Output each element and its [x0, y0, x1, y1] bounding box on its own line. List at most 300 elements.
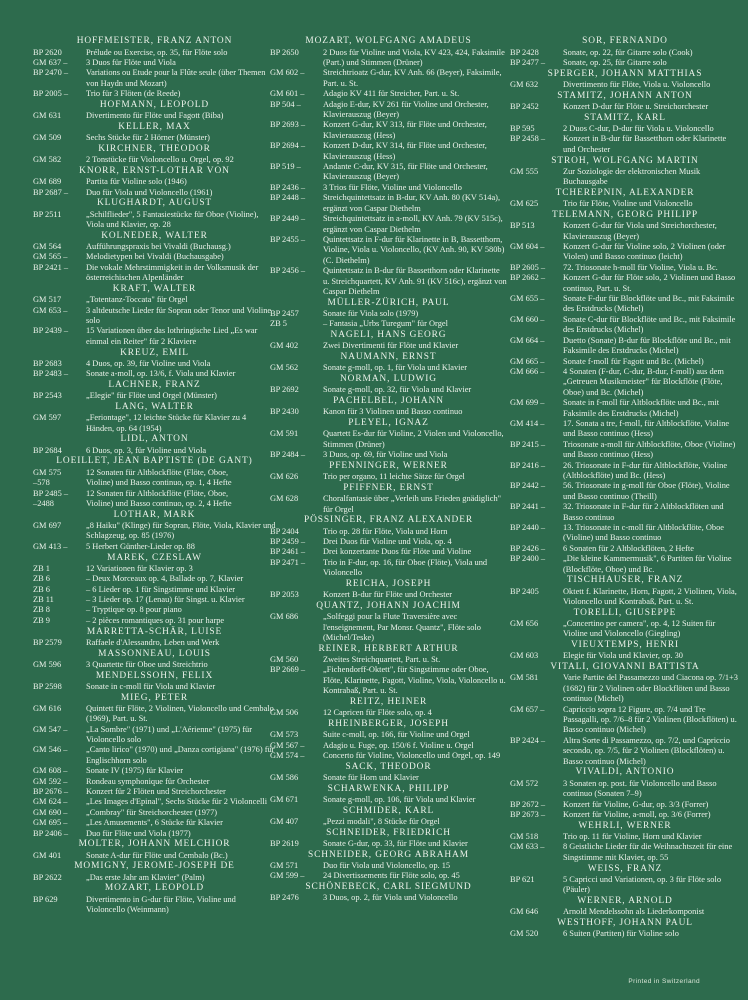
catalog-entry: [270, 363, 507, 373]
catalog-entry: [33, 818, 276, 828]
catalog-number: GM 564: [33, 242, 62, 252]
catalog-number: GM 574 –: [270, 751, 305, 761]
catalog-number: BP 2579: [33, 637, 62, 647]
composer-heading: MIEG, PETER: [120, 692, 189, 703]
work-title: „Combray" für Streichorchester (1977): [86, 807, 218, 817]
composer-heading: HOFMANN, LEOPOLD: [99, 100, 210, 111]
catalog-entry: [270, 100, 507, 121]
work-title: 6 Suiten (Partiten) für Violine solo: [563, 929, 679, 939]
work-title: Duo für Flöte und Viola (1977): [86, 828, 191, 838]
catalog-entry: [270, 708, 507, 718]
catalog-entry: [270, 741, 507, 751]
work-title: Oktett f. Klarinette, Horn, Fagott, 2 Violinen, Viola, Violoncello und Kontrabaß, Part. u. St.: [563, 586, 737, 607]
catalog-entry: [510, 263, 740, 273]
work-title: 26. Triosonate in F-dur für Altblockflöte, Violine (Altblockflöte) und Bc. (Hess): [563, 460, 728, 480]
work-title: Duo für Viola und Violoncello (1961): [86, 187, 213, 197]
composer-heading: MAREK, CZESLAW: [107, 552, 202, 563]
catalog-number: GM 597: [33, 413, 62, 423]
work-title: „Das erste Jahr am Klavier" (Palm): [86, 872, 205, 882]
catalog-number: GM 666 –: [510, 366, 545, 376]
composer-heading: QUANTZ, JOHANN JOACHIM: [316, 600, 461, 611]
catalog-number: GM 602 –: [270, 68, 305, 78]
catalog-number: BP 2406 –: [33, 828, 69, 838]
work-title: 24 Divertissements für Flöte solo, op. 45: [323, 871, 460, 881]
work-title: „Elegie" für Flöte und Orgel (Münster): [86, 391, 217, 401]
catalog-number: GM 407: [270, 817, 299, 827]
catalog-number: BP 2424 –: [510, 735, 546, 745]
work-title: Trio op. 28 für Flöte, Viola und Horn: [323, 526, 448, 536]
catalog-entry: [510, 502, 740, 523]
catalog-number: ZB 5: [270, 319, 287, 329]
catalog-entry: [33, 468, 276, 478]
imprint-note: Printed in Switzerland: [628, 978, 700, 985]
work-title: „Totentanz-Toccata" für Orgel: [86, 295, 188, 305]
catalog-entry: [33, 704, 276, 725]
work-title: Konzert B-dur für Flöte und Orchester: [323, 590, 453, 600]
composer-heading: STAMITZ, JOHANN ANTON: [557, 90, 693, 101]
work-title: Konzert für Violine, G-dur, op. 3/3 (Forrer): [563, 799, 709, 809]
catalog-entry: [510, 48, 740, 58]
work-title: 12 Sonaten für Altblockflöte (Flöte, Oboe,: [86, 467, 229, 477]
catalog-number: BP 2650: [270, 47, 299, 57]
catalog-number: GM 547 –: [33, 724, 68, 734]
work-title: Quartett Es-dur für Violine, 2 Violen und Violoncello, Stimmen (Drüner): [323, 429, 504, 449]
catalog-entry: [510, 481, 740, 502]
catalog-entry: [270, 266, 507, 297]
catalog-number: BP 2452: [510, 102, 539, 111]
work-title: Divertimento für Flöte, Viola u. Violoncello: [563, 80, 711, 89]
work-title: 3 Duos, op. 2, für Viola und Violoncello: [323, 893, 458, 903]
work-title: Sonate g-moll, op. 106, für Viola und Klavier: [323, 795, 476, 805]
catalog-entry: [270, 590, 507, 600]
composer-heading: KLUGHARDT, AUGUST: [96, 198, 213, 209]
catalog-number: GM 562: [270, 363, 299, 373]
catalog-number: BP 2458 –: [510, 134, 546, 144]
work-title: Arnold Mendelssohn als Liederkomponist: [563, 907, 705, 917]
catalog-number: BP 2436 –: [270, 182, 306, 192]
catalog-entry: [33, 564, 276, 574]
catalog-number: GM 671: [270, 795, 299, 805]
catalog-entry: [270, 89, 507, 99]
work-title: Sonate F-dur für Blockflöte und Bc., mit Faksimile des Erstdrucks (Michel): [563, 294, 735, 314]
catalog-entry: [270, 612, 507, 643]
catalog-number: BP 2441 –: [510, 502, 546, 512]
catalog-number: –578: [33, 478, 50, 488]
catalog-entry: [510, 651, 740, 661]
catalog-number: BP 2684: [33, 445, 62, 455]
work-title: Sonate, op. 25, für Gitarre solo: [563, 58, 667, 67]
catalog-entry: [510, 167, 740, 188]
catalog-entry: [270, 665, 507, 696]
catalog-entry: [33, 829, 276, 839]
catalog-number: GM 653 –: [33, 305, 68, 315]
catalog-number: BP 2694 –: [270, 141, 306, 151]
catalog-entry: [270, 547, 507, 557]
catalog-entry: [510, 102, 740, 112]
catalog-entry: [270, 120, 507, 141]
work-title: 5 Herbert Günther-Lieder op. 88: [86, 541, 195, 551]
catalog-entry: [33, 797, 276, 807]
catalog-entry: [33, 89, 276, 99]
catalog-number: GM 567 –: [270, 740, 305, 750]
work-title: Duo für Viola und Violoncello, op. 15: [323, 861, 451, 871]
catalog-entry: [510, 842, 740, 863]
catalog-entry: [510, 554, 740, 575]
catalog-number: GM 506: [270, 708, 299, 718]
catalog-entry: [33, 638, 276, 648]
composer-heading: STAMITZ, KARL: [584, 112, 666, 123]
catalog-entry: [270, 309, 507, 319]
work-title: 6 Sonaten für 2 Altblockflöten, 2 Hefte: [563, 543, 694, 553]
work-title: Rondeau symphonique für Orchester: [86, 776, 210, 786]
catalog-number: GM 603: [510, 651, 539, 661]
catalog-entry: [510, 523, 740, 544]
composer-heading: LACHNER, FRANZ: [108, 380, 201, 391]
catalog-number: GM 631: [33, 111, 62, 121]
work-title: 3 Quartette für Oboe und Streichtrio: [86, 659, 208, 669]
catalog-number: BP 2471 –: [270, 557, 306, 567]
catalog-entry: [33, 574, 276, 584]
work-title: Konzert D-dur, KV 314, für Flöte und Orchester, Klavierauszug (Hess): [323, 141, 487, 161]
catalog-entry: [270, 773, 507, 783]
catalog-entry: [270, 183, 507, 193]
catalog-number: BP 2448 –: [270, 193, 306, 203]
composer-heading: VITALI, GIOVANNI BATTISTA: [550, 662, 700, 673]
catalog-number: GM 616: [33, 703, 62, 713]
work-title: Die vokale Mehrstimmigkeit in der Volksmusik der österreichischen Alpenländer: [86, 262, 259, 283]
catalog-number: GM 697: [33, 520, 62, 530]
composer-heading: MOZART, WOLFGANG AMADEUS: [305, 36, 472, 47]
catalog-entry: [33, 542, 276, 552]
catalog-entry: [510, 242, 740, 263]
work-title: „Les Images d'Epinal", Sechs Stücke für 2 Violoncelli: [86, 797, 268, 807]
catalog-entry: [33, 133, 276, 143]
work-title: Choralfantasie über „Verleih uns Frieden gnädiglich" für Orgel: [323, 494, 502, 514]
work-title: Sonate für Horn und Klavier: [323, 773, 419, 783]
catalog-number: BP 2620: [33, 47, 62, 57]
catalog-entry: [33, 263, 276, 284]
work-title: „Feriontage", 12 leichte Stücke für Klavier zu 4 Händen, op. 64 (1954): [86, 413, 247, 433]
catalog-entry: [33, 58, 276, 68]
composer-heading: VIVALDI, ANTONIO: [575, 767, 675, 778]
work-title: – Fantasia „Urbs Turegum" für Orgel: [323, 319, 448, 329]
catalog-number: BP 2461 –: [270, 547, 306, 557]
work-title: Sonate IV (1975) für Klavier: [86, 766, 184, 776]
work-title: 3 Sonaten op. post. für Violoncello und Basso continuo (Sonaten 7–9): [563, 778, 717, 799]
catalog-number: GM 414 –: [510, 418, 545, 428]
catalog-number: BP 2483 –: [33, 369, 69, 379]
catalog-entry: [33, 682, 276, 692]
work-title: 17. Sonata a tre, f-moll, für Altblockflöte, Violine und Basso continuo (Hess): [563, 418, 730, 439]
work-title: Konzert G-dur, KV 313, für Flöte und Orchester, Klavierauszug (Hess): [323, 120, 487, 140]
catalog-entry: [510, 315, 740, 336]
work-title: 32. Triosonate in F-dur für 2 Altblockflöten und Basso continuo: [563, 502, 724, 522]
catalog-entry: [510, 619, 740, 640]
catalog-entry: [510, 221, 740, 242]
composer-heading: MOZART, LEOPOLD: [104, 883, 205, 894]
catalog-number: GM 633 –: [510, 842, 545, 852]
work-title: Quintett für Flöte, 2 Violinen, Violoncello und Cembalo (1969), Part. u. St.: [86, 703, 274, 724]
catalog-number: GM 689: [33, 177, 62, 187]
work-title: Konzert D-dur für Flöte u. Streichorchester: [563, 102, 709, 111]
catalog-number: GM 573: [270, 730, 299, 740]
catalog-entry: [33, 446, 276, 456]
catalog-entry: [510, 673, 740, 704]
catalog-number: BP 2442 –: [510, 481, 546, 491]
catalog-entry: [270, 655, 507, 665]
work-title: Sonate C-dur für Blockflöte und Bc., mit Faksimile des Erstdrucks (Michel): [563, 314, 736, 335]
catalog-entry: [510, 294, 740, 315]
catalog-number: ZB 8: [33, 605, 50, 615]
composer-heading: MOMIGNY, JEROME-JOSEPH DE: [74, 861, 235, 872]
catalog-number: GM 646: [510, 907, 539, 917]
catalog-entry: [270, 537, 507, 547]
catalog-number: BP 2693 –: [270, 120, 306, 130]
work-title: Zweites Streichquartett, Part. u. St.: [323, 655, 441, 664]
catalog-number: GM 690 –: [33, 807, 68, 817]
catalog-entry: [270, 839, 507, 849]
catalog-entry: [33, 585, 276, 595]
catalog-number: GM 591: [270, 429, 299, 439]
catalog-number: –2488: [33, 498, 54, 508]
catalog-number: GM 695 –: [33, 818, 68, 828]
composer-heading: SCHNEIDER, FRIEDRICH: [326, 827, 451, 838]
catalog-entry: [33, 616, 276, 626]
composer-heading: WESTHOFF, JOHANN PAUL: [557, 917, 693, 928]
catalog-entry: [510, 134, 740, 155]
work-title: Sonate g-moll, op. 1, für Viola und Klavier: [323, 363, 468, 373]
catalog-number: BP 2605 –: [510, 262, 546, 272]
work-title: Quintettsatz in F-dur für Klarinette in B, Bassetthorn, Violine, Viola u. Violoncello, (KV Anh. 90, KV 580b) (C. Diethelm): [323, 234, 505, 265]
catalog-number: BP 2470 –: [33, 68, 69, 78]
catalog-number: GM 657 –: [510, 704, 545, 714]
catalog-entry: [270, 162, 507, 183]
composer-heading: REINER, HERBERT ARTHUR: [318, 643, 459, 654]
catalog-column-3: [510, 36, 740, 940]
catalog-entry: [33, 766, 276, 776]
catalog-entry: [510, 199, 740, 209]
catalog-number: BP 2676 –: [33, 787, 69, 796]
catalog-entry: [33, 660, 276, 670]
work-title: Elegie für Viola und Klavier, op. 30: [563, 651, 683, 661]
composer-heading: PFIFFNER, ERNST: [343, 482, 434, 493]
catalog-number: BP 2619: [270, 839, 299, 849]
catalog-entry: [270, 68, 507, 89]
catalog-number: BP 2449 –: [270, 214, 306, 224]
catalog-number: BP 2457: [270, 308, 299, 318]
composer-heading: SOR, FERNANDO: [582, 36, 668, 47]
catalog-number: GM 604 –: [510, 242, 545, 252]
catalog-number: ZB 6: [33, 574, 50, 584]
catalog-entry: [270, 795, 507, 805]
catalog-number: BP 2511: [33, 209, 62, 219]
composer-heading: MENDELSSOHN, FELIX: [95, 670, 214, 681]
work-title: 13. Triosonate in c-moll für Altblockflöte, Oboe (Violine) und Basso continuo: [563, 523, 724, 543]
work-title: Variations ou Etude pour la Flûte seule (über Themen von Haydn und Mozart): [86, 68, 266, 88]
catalog-number: BP 2455 –: [270, 234, 306, 244]
work-title: „Solfeggi pour la Flute Traversière avec l'enseignement, Par Monsr. Quantz", Flöte solo (Michel/Teske): [323, 612, 481, 642]
catalog-entry: [33, 873, 276, 883]
catalog-entry: [33, 489, 276, 499]
composer-heading: KIRCHNER, THEODOR: [98, 144, 211, 155]
work-title: Divertimento für Flöte und Fagott (Biba): [86, 111, 224, 121]
catalog-number: BP 2405: [510, 586, 539, 596]
composer-heading: PLEYEL, IGNAZ: [348, 418, 429, 429]
catalog-entry: [510, 124, 740, 134]
catalog-entry: [510, 875, 740, 896]
catalog-entry: [33, 413, 276, 434]
work-title: Duetto (Sonate) B-dur für Blockflöte und Bc., mit Faksimile des Erstdrucks (Michel): [563, 335, 731, 356]
catalog-number: GM 402: [270, 341, 299, 351]
work-title: Aufführungspraxis bei Vivaldi (Buchausg.): [86, 242, 231, 252]
catalog-entry: [510, 929, 740, 939]
composer-heading: REICHA, JOSEPH: [345, 578, 432, 589]
work-title: Zwei Divertimenti für Flöte und Klavier: [323, 341, 459, 351]
catalog-entry: [510, 273, 740, 294]
composer-heading: WEHRLI, WERNER: [578, 820, 672, 831]
catalog-number: BP 2622: [33, 872, 62, 882]
catalog-number: GM 581: [510, 673, 539, 683]
composer-heading: SACK, THEODOR: [345, 761, 432, 772]
work-title: Varie Partite del Passamezzo und Ciacona op. 7/1+3 (1682) für 2 Violinen oder Blockflöten und Basso continuo (Michel): [563, 673, 738, 704]
composer-heading: MOLTER, JOHANN MELCHIOR: [78, 839, 231, 850]
catalog-entry: [270, 730, 507, 740]
composer-heading: SCHMIDER, KARL: [342, 805, 435, 816]
work-title: 15 Variationen über das lothringische Lied „Es war einmal ein Reiter" für 2 Klaviere: [86, 326, 258, 346]
work-title: 56. Triosonate in g-moll für Oboe (Flöte), Violine und Basso continuo (Theill): [563, 481, 730, 501]
work-title: Andante C-dur, KV 315, für Flöte und Orchester, Klavierauszug (Beyer): [323, 162, 488, 182]
work-title: Trio per organo, 11 leichte Sätze für Orgel: [323, 472, 465, 482]
catalog-number: BP 2053: [270, 590, 299, 600]
catalog-number: ZB 1: [33, 563, 50, 573]
work-title: Konzert für 2 Flöten und Streichorchester: [86, 787, 226, 796]
catalog-number: BP 2426 –: [510, 543, 546, 553]
work-title: 12 Capricen für Flöte solo, op. 4: [323, 708, 432, 718]
catalog-number: ZB 11: [33, 594, 54, 604]
work-title: Sonate in c-moll für Viola und Klavier: [86, 681, 216, 691]
catalog-entry: [33, 391, 276, 401]
composer-heading: KELLER, MAX: [118, 122, 191, 133]
work-title: 12 Variationen für Klavier op. 3: [86, 563, 193, 573]
catalog-entry: [510, 705, 740, 736]
catalog-number: BP 2484 –: [270, 450, 306, 460]
composer-heading: LANG, WALTER: [115, 402, 194, 413]
catalog-entry: [33, 521, 276, 542]
catalog-entry: [270, 871, 507, 881]
catalog-number: GM 686: [270, 612, 299, 622]
catalog-entry: [33, 242, 276, 252]
catalog-entry: [270, 817, 507, 827]
catalog-entry: [510, 736, 740, 767]
work-title: 3 Trios für Flöte, Violine und Violoncello: [323, 182, 462, 192]
catalog-entry: [33, 787, 276, 797]
catalog-number: GM 655 –: [510, 294, 545, 304]
composer-heading: WEISS, FRANZ: [587, 863, 663, 874]
catalog-entry: [33, 777, 276, 787]
catalog-number: GM 626: [270, 472, 299, 482]
composer-heading: NAGELI, HANS GEORG: [330, 330, 447, 341]
work-title: – 2 pièces romantiques op. 31 pour harpe: [86, 615, 225, 625]
catalog-number: BP 2421 –: [33, 262, 69, 272]
catalog-entry: [270, 861, 507, 871]
catalog-number: BP 519 –: [270, 162, 301, 172]
catalog-number: BP 2459 –: [270, 536, 306, 546]
catalog-number: GM 628: [270, 494, 299, 504]
composer-heading: SCHNEIDER, GEORG ABRAHAM: [308, 849, 469, 860]
catalog-entry: [270, 527, 507, 537]
catalog-entry: [510, 779, 740, 800]
catalog-column-1: [33, 36, 276, 915]
work-title: Zur Soziologie der elektronischen Musik Buchausgabe: [563, 166, 701, 187]
catalog-entry: [270, 235, 507, 266]
catalog-number: GM 637 –: [33, 58, 68, 67]
catalog-entry: [510, 357, 740, 367]
composer-heading: WERNER, ARNOLD: [577, 895, 673, 906]
catalog-entry: [510, 810, 740, 820]
work-title: Trio für Flöte, Violine und Violoncello: [563, 199, 693, 209]
work-title: Triosonate a-moll für Altblockflöte, Oboe (Violine) und Basso continuo (Hess): [563, 439, 736, 460]
catalog-number: BP 2416 –: [510, 460, 546, 470]
catalog-entry: [270, 214, 507, 235]
catalog-entry: [33, 155, 276, 165]
work-title: Sonate A-dur für Flöte und Cembalo (Bc.): [86, 850, 228, 860]
catalog-number: BP 2400 –: [510, 554, 546, 564]
catalog-entry: [510, 80, 740, 90]
work-title: Konzert für Violine, a-moll, op. 3/6 (Forrer): [563, 809, 711, 819]
catalog-entry: [33, 188, 276, 198]
catalog-number: GM 546 –: [33, 745, 68, 755]
composer-heading: HOFFMEISTER, FRANZ ANTON: [76, 36, 233, 47]
catalog-number: GM 582: [33, 155, 62, 165]
catalog-number: GM 608 –: [33, 766, 68, 776]
catalog-number: GM 665 –: [510, 356, 545, 366]
catalog-number: GM 555: [510, 166, 539, 176]
work-title: Suite c-moll, op. 166, für Violine und Orgel: [323, 730, 470, 740]
work-title: – 6 Lieder op. 1 für Singstimme und Klavier: [86, 584, 236, 594]
composer-heading: TELEMANN, GEORG PHILIPP: [552, 210, 698, 221]
work-title: Kanon für 3 Violinen und Basso continuo: [323, 407, 463, 417]
composer-heading: KREUZ, EMIL: [120, 347, 189, 358]
work-title: „Fichendorff-Oktett", für Singstimme oder Oboe, Flöte, Klarinette, Fagott, Violine, Viola, Violoncello u. Kontrabaß, Part. u. St.: [323, 665, 506, 696]
catalog-entry: [270, 141, 507, 162]
catalog-number: BP 2672 –: [510, 799, 546, 809]
catalog-number: GM 625: [510, 199, 539, 209]
catalog-number: BP 2428: [510, 47, 539, 57]
work-title: 72. Triosonate h-moll für Violine, Viola u. Bc.: [563, 262, 718, 272]
work-title: 2 Tonstücke für Violoncello u. Orgel, op. 92: [86, 155, 234, 165]
catalog-number: BP 2415 –: [510, 439, 546, 449]
catalog-number: BP 2439 –: [33, 326, 69, 336]
work-title: Altra Sorte di Passamezzo, op. 7/2, und Capriccio secondo, op. 7/5, für 2 Violinen (Blockflöten) u. Basso continuo (Michel): [563, 735, 730, 766]
catalog-entry: [510, 832, 740, 842]
catalog-number: BP 2404: [270, 526, 299, 536]
catalog-number: GM 596: [33, 659, 62, 669]
catalog-number: BP 2669 –: [270, 665, 306, 675]
catalog-entry: [270, 558, 507, 579]
catalog-entry: [33, 359, 276, 369]
catalog-entry: [33, 68, 276, 89]
catalog-number: GM 572: [510, 778, 539, 788]
work-title: Streichtrioatz G-dur, KV Anh. 66 (Beyer), Faksimile, Part. u. St.: [323, 68, 502, 88]
catalog-number: ZB 9: [33, 615, 50, 625]
catalog-entry: [270, 48, 507, 69]
work-title: „Pezzi modali", 8 Stücke für Orgel: [323, 817, 440, 827]
work-title: Adagio KV 411 für Streicher, Part. u. St.: [323, 89, 460, 99]
work-title: Konzert G-dur für Viola und Streichorchester, Klavierauszug (Beyer): [563, 221, 717, 241]
catalog-number: BP 2598: [33, 681, 62, 691]
catalog-number: GM 656: [510, 619, 539, 629]
composer-heading: PFENNINGER, WERNER: [329, 460, 448, 471]
